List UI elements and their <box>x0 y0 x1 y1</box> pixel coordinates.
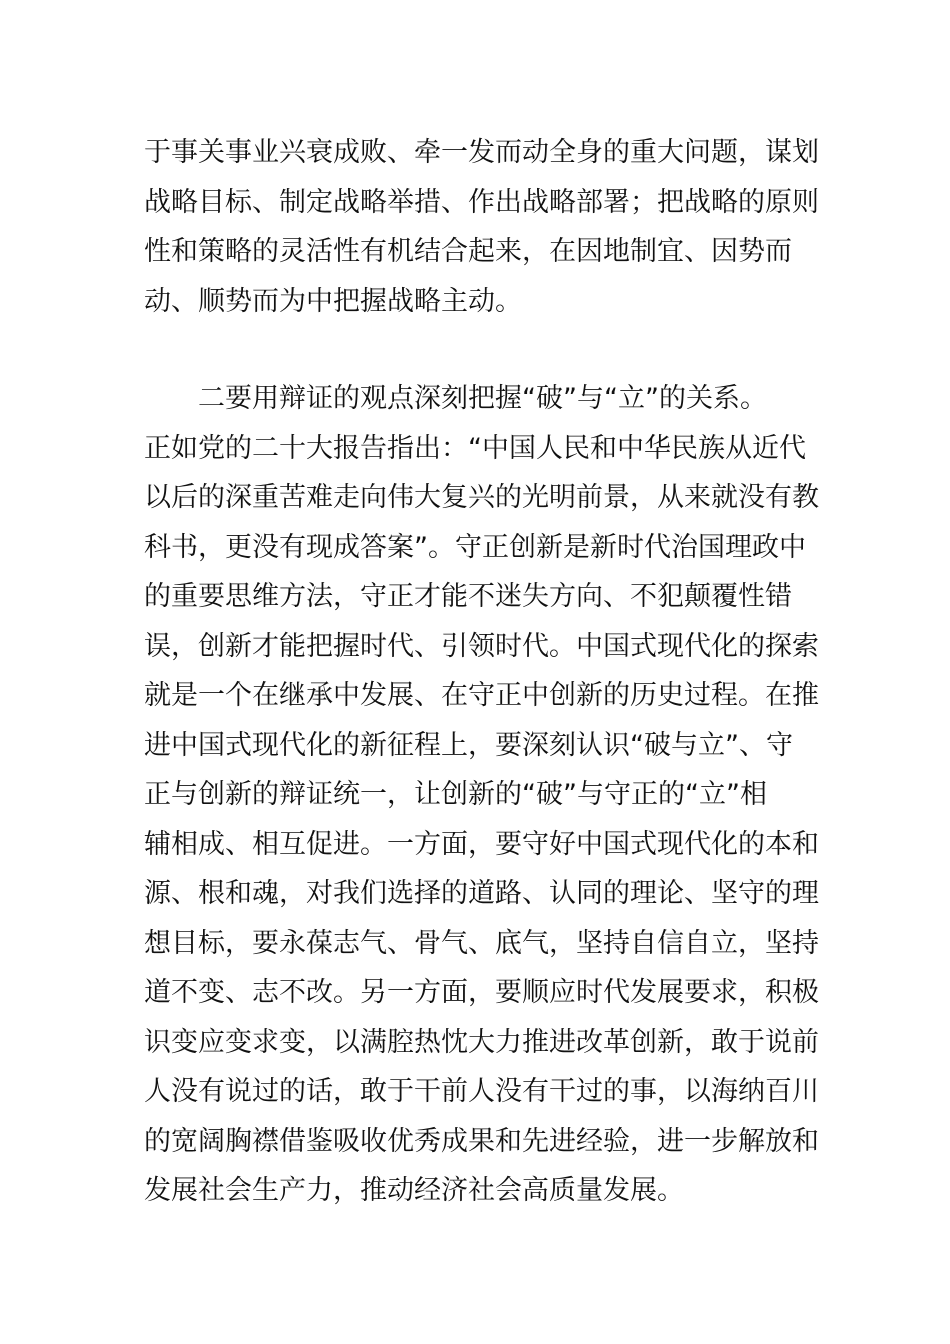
text-line: 战略目标、制定战略举措、作出战略部署；把战略的原则 <box>144 186 819 218</box>
text-line: 于事关事业兴衰成败、牵一发而动全身的重大问题，谋划 <box>144 137 819 168</box>
text-line: 就是一个在继承中发展、在守正中创新的历史过程。在推 <box>144 680 819 711</box>
text-line: 道不变、志不改。另一方面，要顺应时代发展要求，积极 <box>144 977 819 1008</box>
paragraph-break-and-establish <box>144 374 819 1216</box>
text-line: 科书，更没有现成答案”。守正创新是新时代治国理政中 <box>144 531 806 563</box>
text-line: 以后的深重苦难走向伟大复兴的光明前景，从来就没有教 <box>144 482 819 513</box>
text-line: 想目标，要永葆志气、骨气、底气，坚持自信自立，坚持 <box>144 927 819 959</box>
text-line: 误，创新才能把握时代、引领时代。中国式现代化的探索 <box>144 630 819 662</box>
text-line: 二要用辩证的观点深刻把握“破”与“立”的关系。 <box>198 383 767 414</box>
text-line: 性和策略的灵活性有机结合起来，在因地制宜、因势而 <box>144 236 792 267</box>
text-line: 正如党的二十大报告指出：“中国人民和中华民族从近代 <box>144 432 806 464</box>
text-line: 正与创新的辩证统一，让创新的“破”与守正的“立”相 <box>144 779 767 810</box>
text-line: 的宽阔胸襟借鉴吸收优秀成果和先进经验，进一步解放和 <box>144 1125 819 1157</box>
text-line: 的重要思维方法，守正才能不迷失方向、不犯颠覆性错 <box>144 581 792 612</box>
text-line: 源、根和魂，对我们选择的道路、认同的理论、坚守的理 <box>144 878 819 909</box>
text-line: 发展社会生产力，推动经济社会高质量发展。 <box>144 1175 684 1206</box>
paragraph-strategy <box>144 128 819 326</box>
text-line: 识变应变求变，以满腔热忱大力推进改革创新，敢于说前 <box>144 1026 819 1058</box>
text-line: 动、顺势而为中把握战略主动。 <box>144 285 522 317</box>
text-line: 进中国式现代化的新征程上，要深刻认识“破与立”、守 <box>144 729 793 761</box>
text-line: 人没有说过的话，敢于干前人没有干过的事，以海纳百川 <box>144 1076 819 1107</box>
text-line: 辅相成、相互促进。一方面，要守好中国式现代化的本和 <box>144 828 819 860</box>
